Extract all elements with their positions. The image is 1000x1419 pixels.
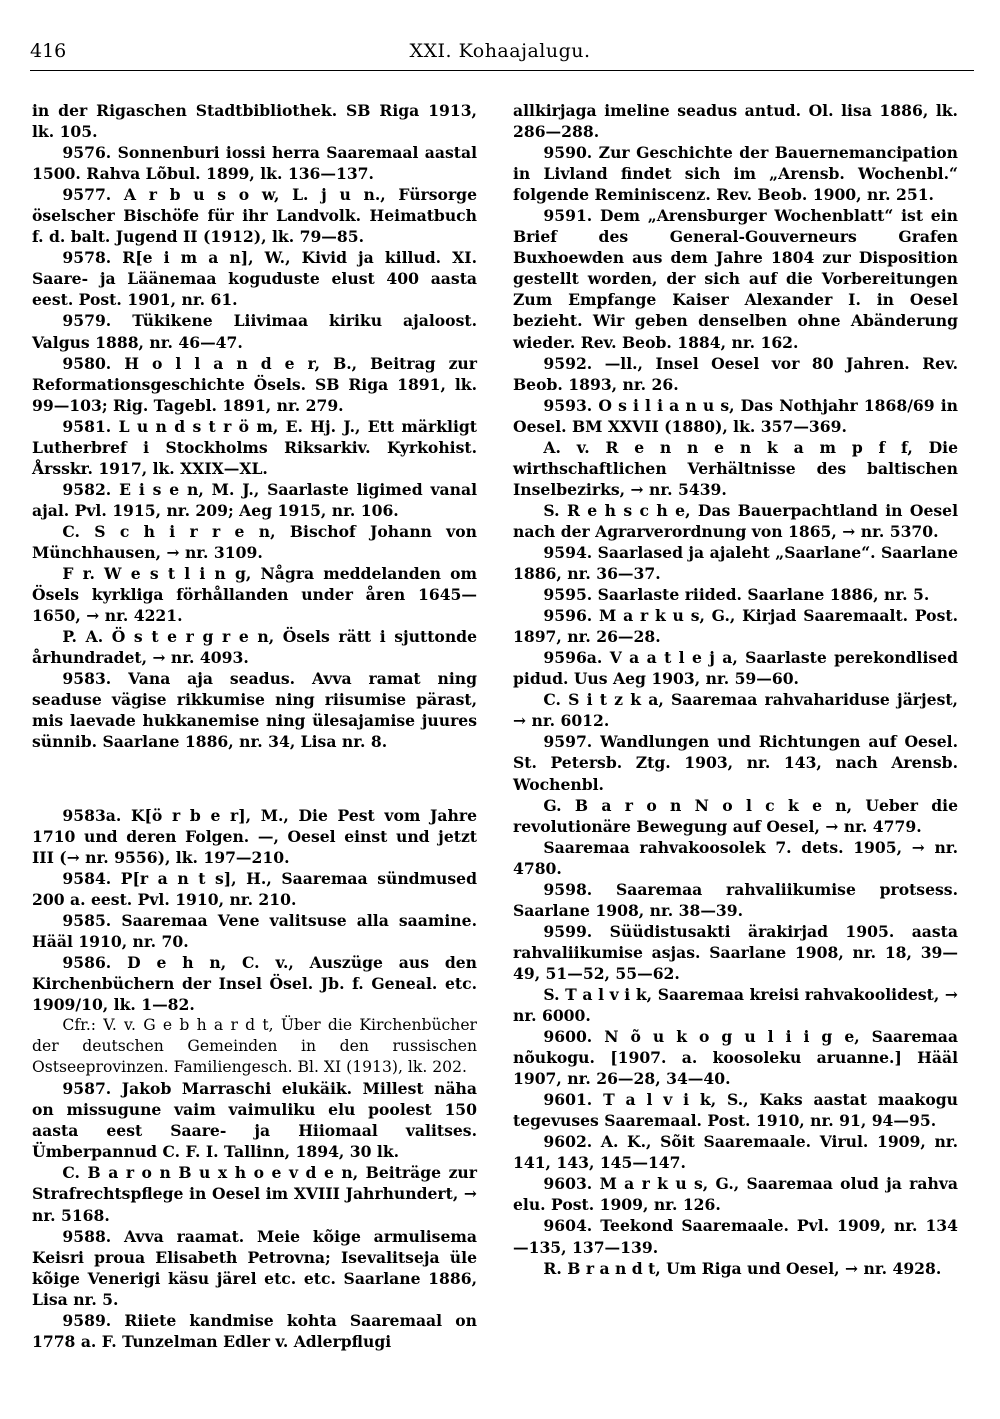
bibliography-entry: R. B r a n d t, Um Riga und Oesel, → nr. 4928. <box>543 1258 942 1278</box>
bibliography-entry: 9597. Wandlungen und Richtungen auf Oesel. St. Petersb. Ztg. 1903, nr. 143, nach Arensb. Wochenbl. <box>513 732 958 794</box>
bibliography-entry: G. B a r o n N o l c k e n, Ueber die revolutionäre Bewegung auf Oesel, → nr. 4779. <box>513 795 958 836</box>
right-column <box>513 100 958 1279</box>
bibliography-entry: C. S i t z k a, Saaremaa rahvahariduse järjest, → nr. 6012. <box>513 690 958 731</box>
bibliography-entry: 9583a. K[ö r b e r], M., Die Pest vom Jahre 1710 und deren Folgen. —, Oesel einst und jetzt III (→ nr. 9556), lk. 197—210. <box>32 805 477 867</box>
bibliography-entry: 9586. D e h n, C. v., Auszüge aus den Kirchenbüchern der Insel Ösel. Jb. f. Geneal. etc. 1909/10, lk. 1—82. <box>32 952 477 1015</box>
bibliography-entry: 9594. Saarlased ja ajaleht „Saarlane“. Saarlane 1886, nr. 36—37. <box>513 542 958 584</box>
bibliography-entry: 9602. A. K., Sõit Saaremaale. Virul. 1909, nr. 141, 143, 145—147. <box>513 1132 958 1173</box>
bibliography-entry: in der Rigaschen Stadtbibliothek. SB Riga 1913, lk. 105. <box>32 101 477 142</box>
bibliography-entry: 9579. Tükikene Liivimaa kiriku ajaloost. Valgus 1888, nr. 46—47. <box>32 311 477 352</box>
bibliography-entry: C. S c h i r r e n, Bischof Johann von Münchhausen, → nr. 3109. <box>32 521 477 562</box>
bibliography-entry: 9578. R[e i m a n], W., Kivid ja killud. XI. Saare- ja Läänemaa koguduste elust 400 aasta eest. Post. 1901, nr. 61. <box>32 248 477 310</box>
bibliography-entry: 9596a. V a a t l e j a, Saarlaste perekondlised pidud. Uus Aeg 1903, nr. 59—60. <box>513 648 958 689</box>
bibliography-entry: F r. W e s t l i n g, Några meddelanden om Ösels kyrkliga förhållanden under åren 1645—1650, → nr. 4221. <box>32 564 477 626</box>
bibliography-entry: 9599. Süüdistusakti ärakirjad 1905. aasta rahvaliikumise asjas. Saarlane 1908, nr. 18, 39—49, 51—52, 55—62. <box>513 921 958 983</box>
bibliography-entry: A. v. R e n n e n k a m p f f, Die wirthschaftlichen Verhältnisse des baltischen Inselbezirks, → nr. 5439. <box>513 437 958 499</box>
bibliography-entry: 9604. Teekond Saaremaale. Pvl. 1909, nr. 134—135, 137—139. <box>513 1216 958 1257</box>
bibliography-entry: 9576. Sonnenburi iossi herra Saaremaal aastal 1500. Rahva Lõbul. 1899, lk. 136—137. <box>32 143 477 184</box>
bibliography-entry: 9593. O s i l i a n u s, Das Nothjahr 1868/69 in Oesel. BM XXVII (1880), lk. 357—369. <box>513 395 958 436</box>
bibliography-entry: 9596. M a r k u s, G., Kirjad Saaremaalt. Post. 1897, nr. 26—28. <box>513 606 958 647</box>
bibliography-entry: 9595. Saarlaste riided. Saarlane 1886, nr. 5. <box>543 585 930 605</box>
bibliography-entry: 9582. E i s e n, M. J., Saarlaste ligimed vanal ajal. Pvl. 1915, nr. 209; Aeg 1915, nr. 106. <box>32 479 477 520</box>
bibliography-entry: 9603. M a r k u s, G., Saaremaa olud ja rahva elu. Post. 1909, nr. 126. <box>513 1174 958 1215</box>
bibliography-entry: 9581. L u n d s t r ö m, E. Hj. J., Ett märkligt Lutherbref i Stockholms Riksarkiv. Kyrkohist. Årsskr. 1917, lk. XXIX—XL. <box>32 416 477 478</box>
bibliography-entry: Cfr.: V. v. G e b h a r d t, Über die Kirchenbücher der deutschen Gemeinden in den russischen Ostseeprovinzen. Familiengesch. Bl. XI (1913), lk. 202. <box>32 1016 477 1077</box>
bibliography-entry: 9600. N õ u k o g u l i i g e, Saaremaa nõukogu. [1907. a. koosoleku aruanne.] Hääl 1907, nr. 26—28, 34—40. <box>513 1027 958 1089</box>
bibliography-entry: allkirjaga imeline seadus antud. Ol. lisa 1886, lk. 286—288. <box>513 101 958 142</box>
bibliography-entry: 9598. Saaremaa rahvaliikumise protsess. Saarlane 1908, nr. 38—39. <box>513 879 958 920</box>
bibliography-entry: 9588. Avva raamat. Meie kõige armulisema Keisri proua Elisabeth Petrovna; Isevalitseja üle kõige Venerigi käsu järel etc. etc. Saarlane 1886, Lisa nr. 5. <box>32 1226 477 1309</box>
bibliography-entry: C. B a r o n B u x h o e v d e n, Beiträge zur Strafrechtspflege in Oesel im XVIII Jahrhundert, → nr. 5168. <box>32 1163 477 1225</box>
bibliography-entry: 9585. Saaremaa Vene valitsuse alla saamine. Hääl 1910, nr. 70. <box>32 910 477 951</box>
bibliography-entry: 9589. Riiete kandmise kohta Saaremaal on 1778 a. F. Tunzelman Edler v. Adlerpflugi <box>32 1310 477 1351</box>
left-column <box>32 100 477 1352</box>
header-rule <box>30 70 974 71</box>
bibliography-entry: 9601. T a l v i k, S., Kaks aastat maakogu tegevuses Saaremaal. Post. 1910, nr. 91, 94—95. <box>513 1090 958 1131</box>
bibliography-entry: 9584. P[r a n t s], H., Saaremaa sündmused 200 a. eest. Pvl. 1910, nr. 210. <box>32 868 477 909</box>
bibliography-entry: S. T a l v i k, Saaremaa kreisi rahvakoolidest, → nr. 6000. <box>513 984 958 1026</box>
bibliography-entry: 9590. Zur Geschichte der Bauernemancipation in Livland findet sich im „Arensb. Wochenbl.“ folgende Reminiscenz. Rev. Beob. 1900, nr. 251. <box>513 143 958 205</box>
bibliography-entry: 9591. Dem „Arensburger Wochenblatt“ ist ein Brief des General-Gouverneurs Grafen Buxhoewden aus dem Jahre 1804 zur Disposition gestellt worden, der sich auf die Vorbereitungen Zum Empfange Kaiser Alexander I. in Oesel bezieht. Wir geben denselben ohne Abänderung wieder. Rev. Beob. 1884, nr. 162. <box>513 206 958 352</box>
page-number: 416 <box>30 40 67 62</box>
bibliography-entry: 9583. Vana aja seadus. Avva ramat ning seaduse vägise rikkumise ning riisumise pärast, mis laevade hukkanemise ning ülesajamise juures sünnib. Saarlane 1886, nr. 34, Lisa nr. 8. <box>32 669 477 752</box>
bibliography-entry: 9577. A r b u s o w, L. j u n., Fürsorge öselscher Bischöfe für ihr Landvolk. Heimatbuch f. d. balt. Jugend II (1912), lk. 79—85. <box>32 185 477 247</box>
bibliography-entry: S. R e h s c h e, Das Bauerpachtland in Oesel nach der Agrarverordnung von 1865, → nr. 5370. <box>513 500 958 541</box>
bibliography-entry: 9580. H o l l a n d e r, B., Beitrag zur Reformationsgeschichte Ösels. SB Riga 1891, lk. 99—103; Rig. Tagebl. 1891, nr. 279. <box>32 353 477 415</box>
bibliography-entry: 9587. Jakob Marraschi elukäik. Millest näha on missugune vaim vaimuliku elu poolest 150 aasta eest Saare- ja Hiiomaal valitses. Ümberpannud C. F. I. Tallinn, 1894, 30 lk. <box>32 1079 477 1162</box>
section-gap <box>32 768 477 789</box>
bibliography-entry: 9592. —ll., Insel Oesel vor 80 Jahren. Rev. Beob. 1893, nr. 26. <box>513 353 958 394</box>
bibliography-entry: P. A. Ö s t e r g r e n, Ösels rätt i sjuttonde århundradet, → nr. 4093. <box>32 627 477 668</box>
running-title: XXI. Kohaajalugu. <box>409 40 591 62</box>
bibliography-entry: Saaremaa rahvakoosolek 7. dets. 1905, → nr. 4780. <box>513 837 958 878</box>
